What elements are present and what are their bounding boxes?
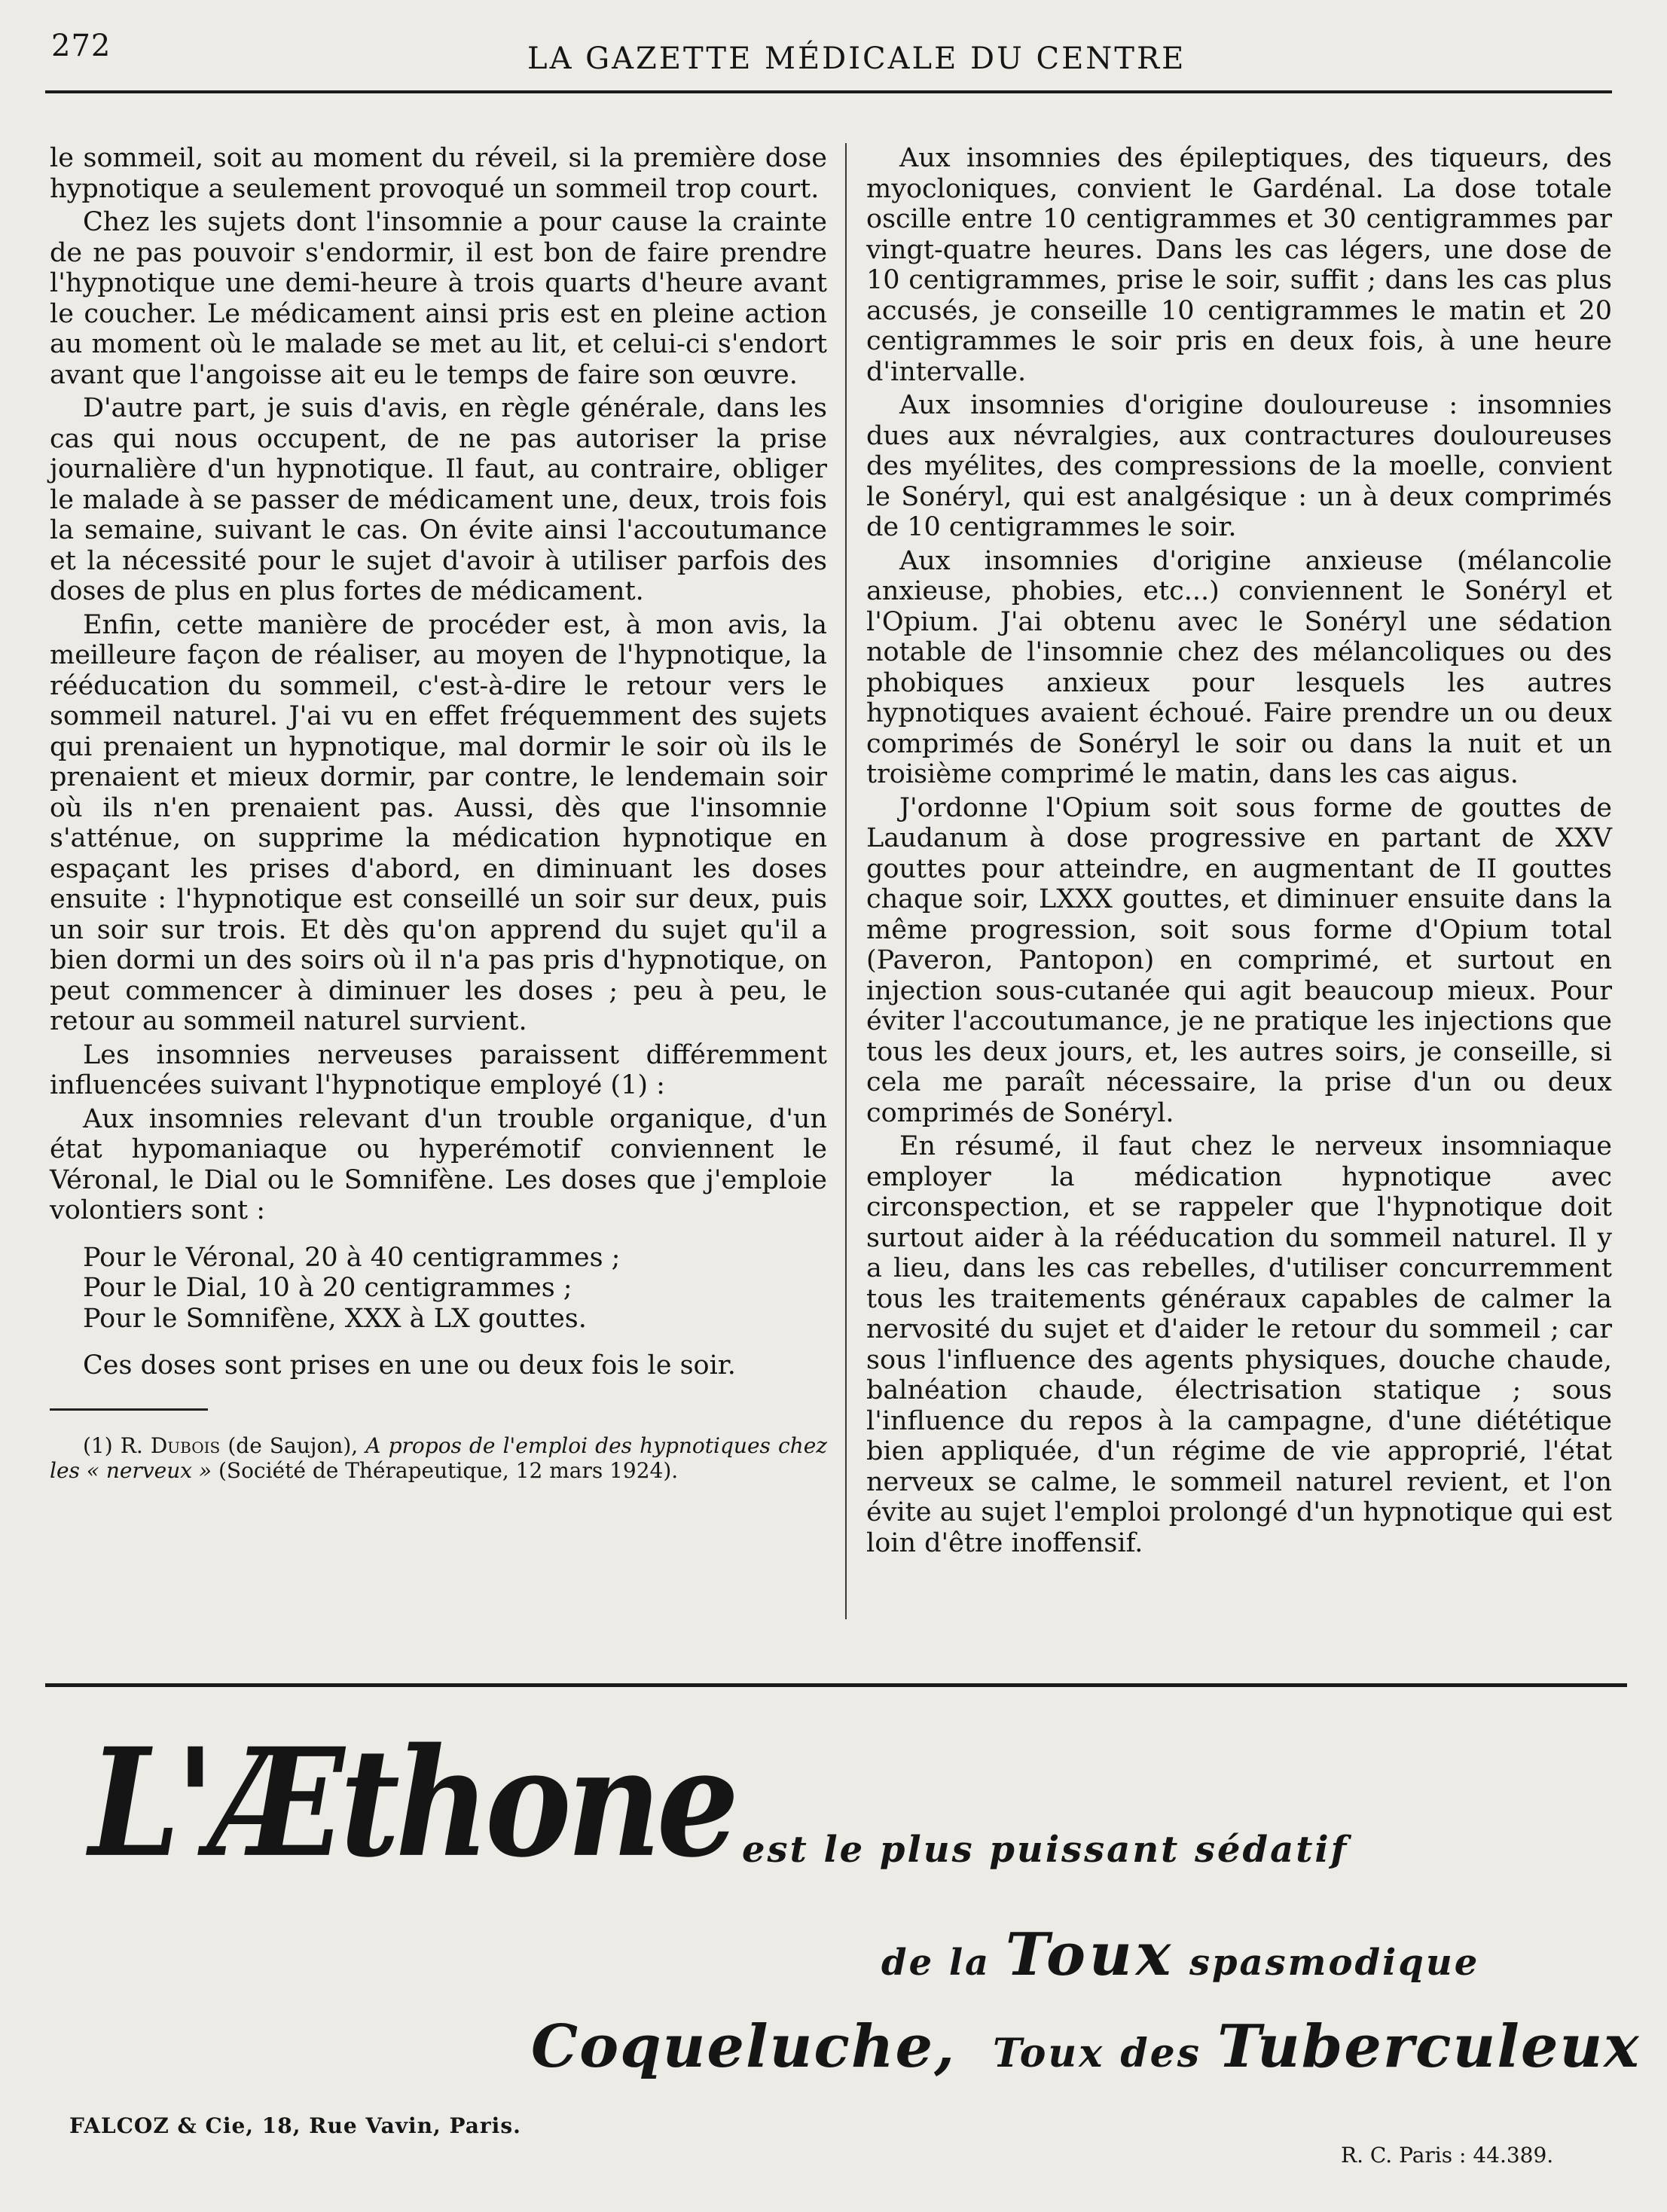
dose-list bbox=[50, 1243, 827, 1335]
dose-item: Pour le Véronal, 20 à 40 centigrammes ; bbox=[83, 1242, 621, 1273]
ad-line-prefix: Toux des bbox=[993, 2030, 1202, 2076]
footnote-place: (de Saujon), bbox=[227, 1432, 359, 1458]
running-head: LA GAZETTE MÉDICALE DU CENTRE bbox=[527, 41, 1186, 76]
registration-number: R. C. Paris : 44.389. bbox=[1341, 2143, 1554, 2168]
ad-line-keyword: Toux bbox=[1005, 1921, 1175, 1989]
ad-line-suffix: spasmodique bbox=[1189, 1942, 1480, 1984]
paragraph: Aux insomnies relevant d'un trouble organique, d'un état hypomaniaque ou hyperémotif conviennent le Véronal, le Dial ou le Somnifène. Les doses que j'emploie volontiers sont : bbox=[50, 1103, 827, 1225]
dose-item: Pour le Dial, 10 à 20 centigrammes ; bbox=[83, 1273, 572, 1303]
ad-line-keyword: Tuberculeux bbox=[1217, 2012, 1641, 2081]
ad-line-toux bbox=[881, 1921, 1479, 1989]
page-number: 272 bbox=[51, 29, 111, 63]
paragraph: En résumé, il faut chez le nerveux insomniaque employer la médication hypnotique avec circonspection, et se rappeler que l'hypnotique doit surtout aider à la rééducation du sommeil naturel. Il y a lieu, dans les cas rebelles, d'utiliser concurremment tous les traitements généraux capables de calmer la nervosité du sujet et d'aider le retour du sommeil ; car sous l'influence des agents physiques, douche chaude, balnéation chaude, électrisation statique ; sous l'influence du repos à la campagne, d'une diététique bien appliquée, d'un régime de vie approprié, l'état nerveux se calme, le sommeil naturel revient, et l'on évite au sujet l'emploi prolongé d'un hypnotique qui est loin d'être inoffensif. bbox=[866, 1131, 1612, 1558]
footnote-author: Dubois bbox=[150, 1432, 221, 1458]
paragraph: le sommeil, soit au moment du réveil, si la première dose hypnotique a seulement provoqué un sommeil trop court. bbox=[50, 143, 827, 204]
paragraph: J'ordonne l'Opium soit sous forme de gouttes de Laudanum à dose progressive en partant de XXV gouttes pour atteindre, en augmentant de II gouttes chaque soir, LXXX gouttes, et diminuer ensuite dans la même progression, soit sous forme d'Opium total (Paveron, Pantopon) en comprimé, et surtout en injection sous-cutanée qui agit beaucoup mieux. Pour éviter l'accoutumance, je ne pratique les injections que tous les deux jours, et, les autres soirs, je conseille, si cela me paraît nécessaire, la prise d'un ou deux comprimés de Sonéryl. bbox=[866, 792, 1612, 1128]
footnote-title: A propos de l'emploi des hypnotiques chez les « nerveux » bbox=[50, 1432, 828, 1483]
closing-paragraph: Ces doses sont prises en une ou deux fois le soir. bbox=[83, 1350, 736, 1381]
header-rule bbox=[45, 90, 1612, 93]
left-column bbox=[50, 143, 827, 1483]
right-column bbox=[866, 143, 1612, 1558]
paragraph: Chez les sujets dont l'insomnie a pour cause la crainte de ne pas pouvoir s'endormir, il est bon de faire prendre l'hypnotique une demi-heure à trois quarts d'heure avant le coucher. Le médicament ainsi pris est en pleine action au moment où le malade se met au lit, et celui-ci s'endort avant que l'angoisse ait eu le temps de faire son œuvre. bbox=[50, 207, 827, 390]
dose-item: Pour le Somnifène, XXX à LX gouttes. bbox=[83, 1303, 587, 1334]
footnote bbox=[50, 1433, 827, 1483]
paragraph: Aux insomnies d'origine douloureuse : insomnies dues aux névralgies, aux contractures douloureuses des myélites, des compressions de la moelle, convient le Sonéryl, qui est analgésique : un à deux comprimés de 10 centigrammes le soir. bbox=[866, 390, 1612, 542]
brand-name: L'Æthone bbox=[89, 1714, 735, 1891]
footnote-source: (Société de Thérapeutique, 12 mars 1924). bbox=[218, 1457, 679, 1483]
paragraph: D'autre part, je suis d'avis, en règle générale, dans les cas qui nous occupent, de ne pas autoriser la prise journalière d'un hypnotique. Il faut, au contraire, obliger le malade à se passer de médicament une, deux, trois fois la semaine, suivant le cas. On évite ainsi l'accoutumance et la nécessité pour le sujet d'avoir à utiliser parfois des doses de plus en plus fortes de médicament. bbox=[50, 393, 827, 606]
paragraph: Les insomnies nerveuses paraissent différemment influencées suivant l'hypnotique employé (1) : bbox=[50, 1039, 827, 1100]
ad-line-prefix: de la bbox=[881, 1942, 991, 1984]
publisher-address: FALCOZ & Cie, 18, Rue Vavin, Paris. bbox=[69, 2113, 521, 2138]
paragraph: Enfin, cette manière de procéder est, à mon avis, la meilleure façon de réaliser, au moyen de l'hypnotique, la rééducation du sommeil, c'est-à-dire le retour vers le sommeil naturel. J'ai vu en effet fréquemment des sujets qui prenaient un hypnotique, mal dormir le soir où ils le prenaient et mieux dormir, par contre, le lendemain soir où ils n'en prenaient pas. Aussi, dès que l'insomnie s'atténue, on supprime la médication hypnotique en espaçant les prises d'abord, en diminuant les doses ensuite : l'hypnotique est conseillé un soir sur deux, puis un soir sur trois. Et dès qu'on apprend du sujet qu'il a bien dormi un des soirs où il n'a pas pris d'hypnotique, on peut commencer à diminuer les doses ; peu à peu, le retour au sommeil naturel survient. bbox=[50, 609, 827, 1036]
ad-tagline: est le plus puissant sédatif bbox=[742, 1829, 1349, 1871]
ad-line-coqueluche: Coqueluche, bbox=[531, 2012, 957, 2081]
paragraph: Aux insomnies d'origine anxieuse (mélancolie anxieuse, phobies, etc...) conviennent le Sonéryl et l'Opium. J'ai obtenu avec le Sonéryl une sédation notable de l'insomnie chez des mélancoliques ou des phobiques anxieux pour lesquels les autres hypnotiques avaient échoué. Faire prendre un ou deux comprimés de Sonéryl le soir ou dans la nuit et un troisième comprimé le matin, dans les cas aigus. bbox=[866, 545, 1612, 789]
paragraph: Aux insomnies des épileptiques, des tiqueurs, des myocloniques, convient le Gardénal. La dose totale oscille entre 10 centigrammes et 30 centigrammes par vingt-quatre heures. Dans les cas légers, une dose de 10 centigrammes, prise le soir, suffit ; dans les cas plus accusés, je conseille 10 centigrammes le matin et 20 centigrammes le soir pris en deux fois, à une heure d'intervalle. bbox=[866, 143, 1612, 387]
ad-line-tuberculeux bbox=[993, 2012, 1641, 2081]
column-divider bbox=[845, 143, 847, 1619]
footnote-rule bbox=[50, 1408, 208, 1411]
footnote-marker: (1) R. bbox=[83, 1432, 143, 1458]
